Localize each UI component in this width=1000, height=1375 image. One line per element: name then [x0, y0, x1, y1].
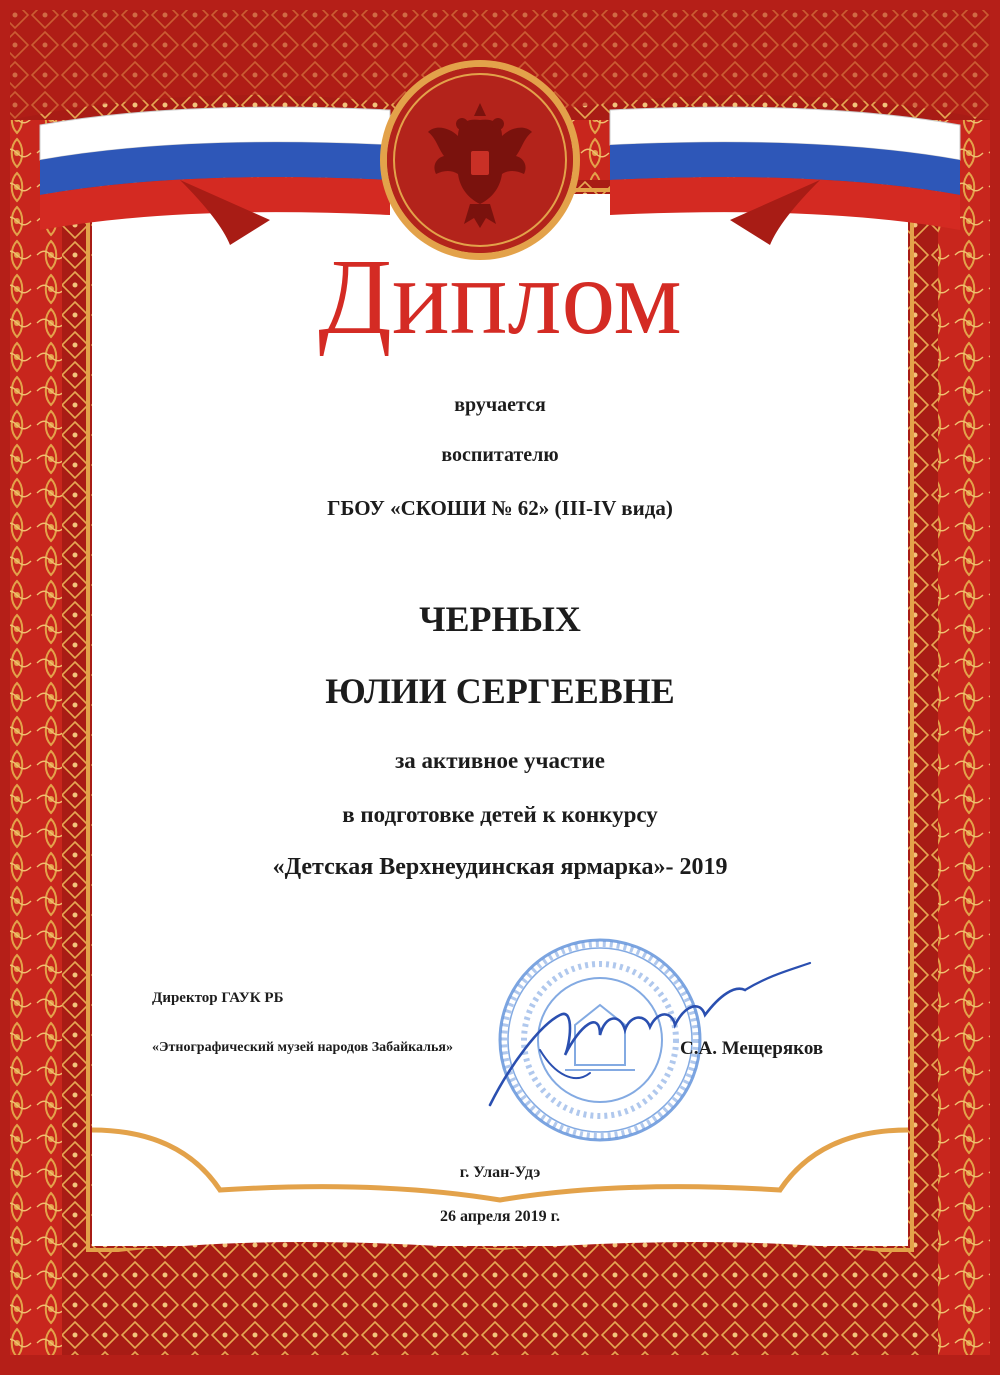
- reason-line-2: в подготовке детей к конкурсу: [342, 802, 658, 827]
- date-line: 26 апреля 2019 г.: [439, 1208, 561, 1225]
- reason-line-1: за активное участие: [395, 748, 605, 773]
- city-line: г. Улан-Удэ: [459, 1164, 541, 1181]
- diploma-title: Диплом: [318, 238, 682, 357]
- reason-line-3: «Детская Верхнеудинская ярмарка»- 2019: [272, 854, 728, 880]
- organization-line: ГБОУ «СКОШИ № 62» (III-IV вида): [327, 496, 673, 520]
- handwritten-signature: [480, 955, 820, 1115]
- signatory-name: С.А. Мещеряков: [680, 1038, 824, 1059]
- signatory-title: Директор ГАУК РБ: [152, 990, 284, 1006]
- double-headed-eagle-emblem: [378, 58, 582, 262]
- recipient-surname: ЧЕРНЫХ: [419, 599, 581, 639]
- awarded-line: вручается: [454, 394, 546, 416]
- role-line: воспитателю: [441, 444, 559, 466]
- recipient-name: ЮЛИИ СЕРГЕЕВНЕ: [325, 671, 675, 711]
- signatory-org: «Этнографический музей народов Забайкалья»: [152, 1040, 453, 1055]
